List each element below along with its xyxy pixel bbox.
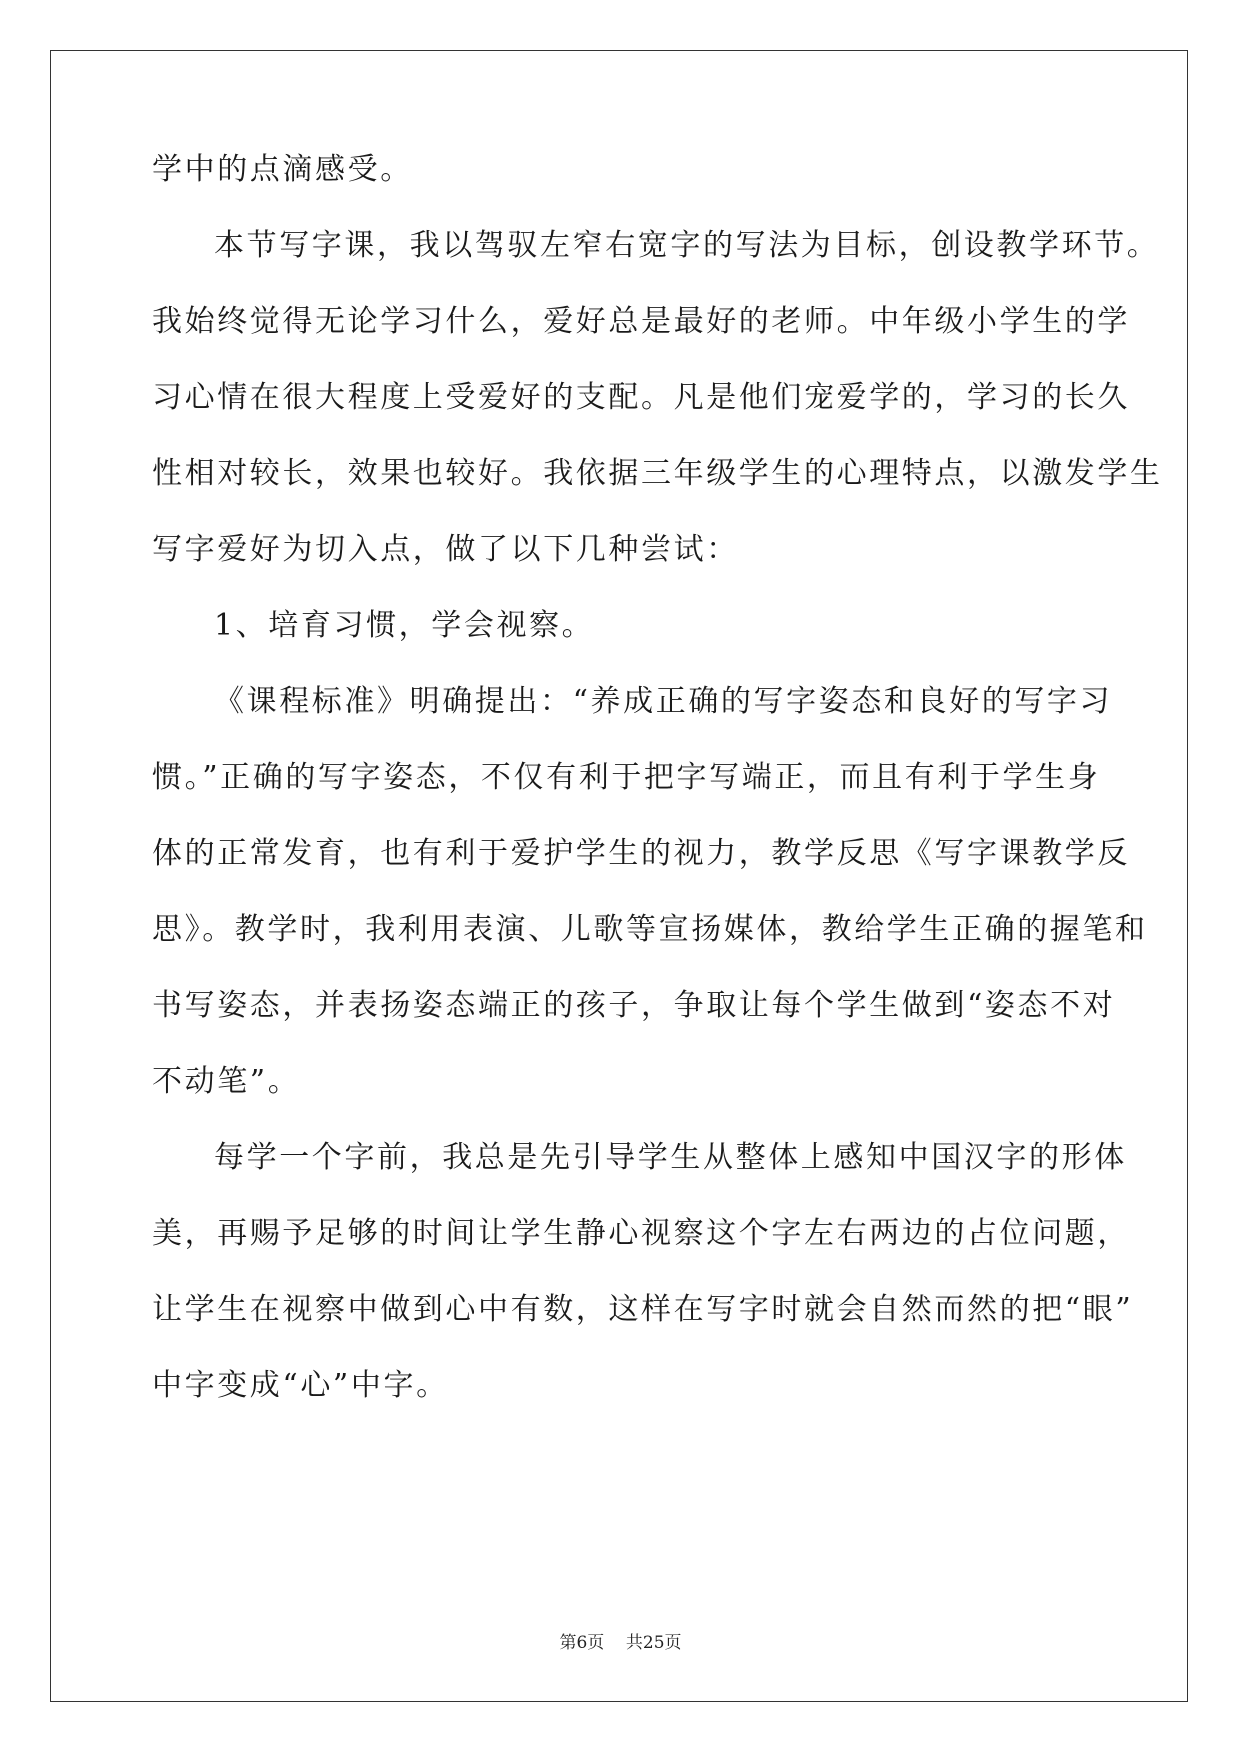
paragraph-line: 每学一个字前，我总是先引导学生从整体上感知中国汉字的形体 <box>214 1140 1127 1175</box>
text-line: 习心情在很大程度上受爱好的支配。凡是他们宠爱学的，学习的长久 <box>152 380 1130 415</box>
text-line: 不动笔”。 <box>152 1064 301 1099</box>
text-line: 我始终觉得无论学习什么，爱好总是最好的老师。中年级小学生的学 <box>152 304 1130 339</box>
text-line: 思》。教学时，我利用表演、儿歌等宣扬媒体，教给学生正确的握笔和 <box>152 912 1148 947</box>
text-line: 美，再赐予足够的时间让学生静心视察这个字左右两边的占位问题， <box>152 1216 1130 1251</box>
text-line: 体的正常发育，也有利于爱护学生的视力，教学反思《写字课教学反 <box>152 836 1130 871</box>
text-line: 性相对较长，效果也较好。我依据三年级学生的心理特点，以激发学生 <box>152 456 1163 491</box>
text-line: 书写姿态，并表扬姿态端正的孩子，争取让每个学生做到“姿态不对 <box>152 988 1116 1023</box>
text-line: 让学生在视察中做到心中有数，这样在写字时就会自然而然的把“眼” <box>152 1292 1134 1327</box>
page-border <box>50 50 1188 1702</box>
paragraph-line: 本节写字课，我以驾驭左窄右宽字的写法为目标，创设教学环节。 <box>214 228 1160 263</box>
text-line: 惯。”正确的写字姿态，不仅有利于把字写端正，而且有利于学生身 <box>152 760 1101 795</box>
page-total: 共25页 <box>625 1633 682 1653</box>
paragraph-line: 《课程标准》明确提出：“养成正确的写字姿态和良好的写字习 <box>214 684 1113 719</box>
section-heading: 1、培育习惯，学会视察。 <box>214 608 595 643</box>
text-line: 写字爱好为切入点，做了以下几种尝试： <box>152 532 739 567</box>
page-number: 第6页 <box>559 1633 605 1653</box>
text-line: 中字变成“心”中字。 <box>152 1368 449 1403</box>
page-footer <box>0 1628 1241 1653</box>
text-line: 学中的点滴感受。 <box>152 152 413 187</box>
